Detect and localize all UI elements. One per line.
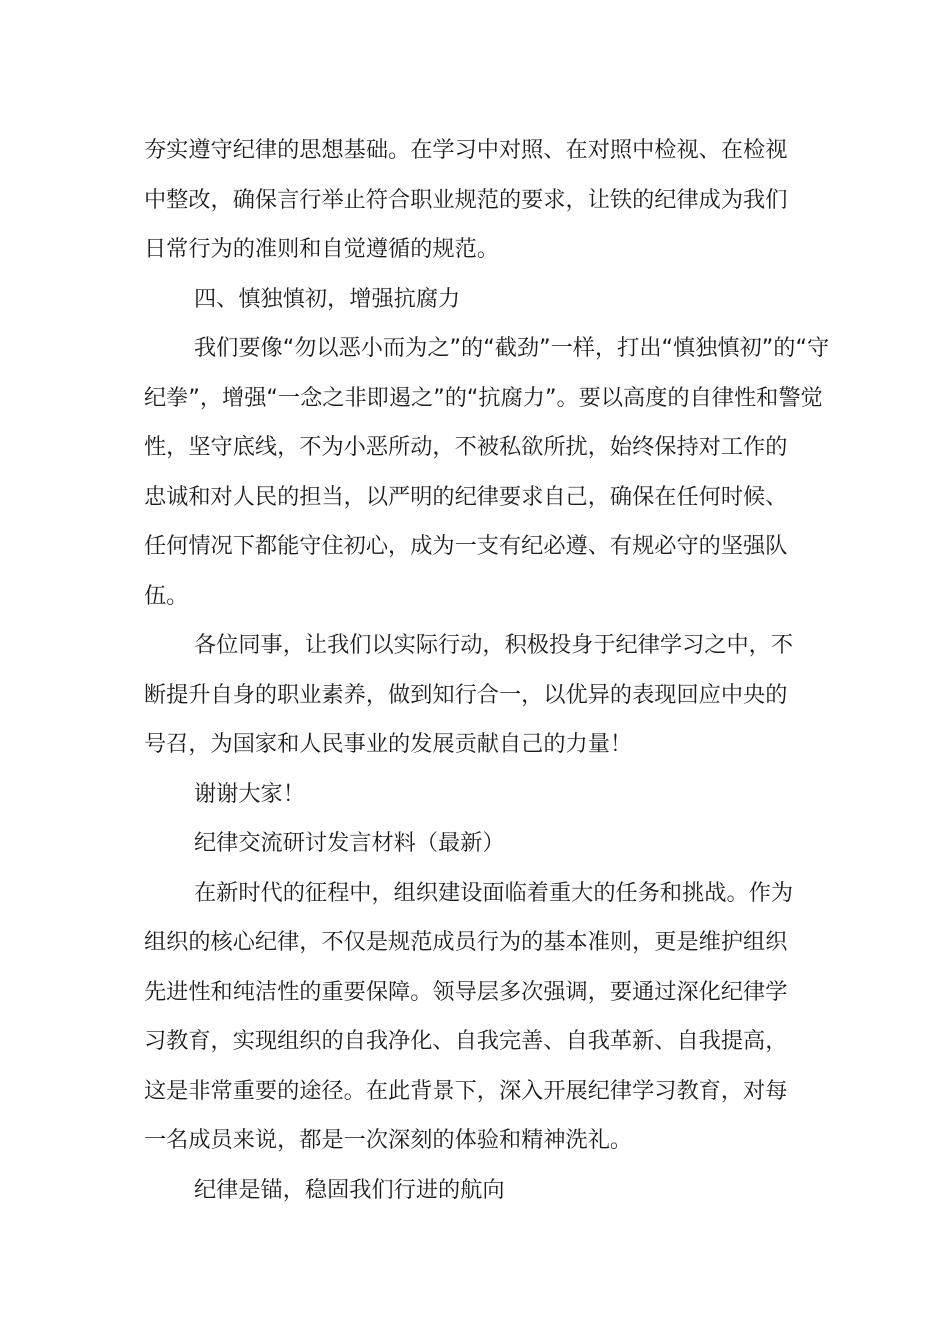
paragraph-3 — [144, 621, 808, 770]
title-text: 纪律交流研讨发言材料（最新） — [194, 830, 505, 856]
closing-thanks — [144, 770, 808, 820]
text-line: 谢谢大家！ — [194, 780, 305, 807]
paragraph-4 — [144, 869, 808, 1166]
section-heading-anchor — [144, 1166, 808, 1216]
text-line: 中整改，确保言行举止符合职业规范的要求，让铁的纪律成为我们 — [144, 186, 788, 213]
text-line: 一名成员来说，都是一次深刻的体验和精神洗礼。 — [144, 1127, 633, 1153]
heading-text: 四、慎独慎初，增强抗腐力 — [194, 285, 461, 312]
text-line: 性，坚守底线，不为小恶所动，不被私欲所扰，始终保持对工作的 — [144, 434, 788, 460]
text-line: 我们要像“勿以恶小而为之”的“截劲”一样，打出“慎独慎初”的“守 — [194, 335, 830, 361]
text-line: 各位同事，让我们以实际行动，积极投身于纪律学习之中，不 — [194, 632, 794, 658]
text-line: 任何情况下都能守住初心，成为一支有纪必遵、有规必守的坚强队 — [144, 533, 788, 559]
text-line: 号召，为国家和人民事业的发展贡献自己的力量！ — [144, 731, 633, 757]
section-heading-4 — [144, 275, 808, 325]
paragraph-2 — [144, 324, 830, 621]
text-line: 忠诚和对人民的担当，以严明的纪律要求自己，确保在任何时候、 — [144, 483, 788, 510]
document-body — [144, 126, 830, 1215]
text-line: 这是非常重要的途径。在此背景下，深入开展纪律学习教育，对每 — [144, 1077, 788, 1104]
text-line: 纪拳”，增强“一念之非即遏之”的“抗腐力”。要以高度的自律性和警觉 — [144, 384, 823, 411]
text-line: 在新时代的征程中，组织建设面临着重大的任务和挑战。作为 — [194, 879, 794, 906]
paragraph-1 — [144, 126, 808, 275]
text-line: 习教育，实现组织的自我净化、自我完善、自我革新、自我提高， — [144, 1028, 788, 1054]
text-line: 断提升自身的职业素养，做到知行合一，以优异的表现回应中央的 — [144, 681, 788, 708]
text-line: 先进性和纯洁性的重要保障。领导层多次强调，要通过深化纪律学 — [144, 978, 788, 1005]
document-title — [144, 819, 808, 869]
text-line: 组织的核心纪律，不仅是规范成员行为的基本准则，更是维护组织 — [144, 929, 788, 955]
text-line: 日常行为的准则和自觉遵循的规范。 — [144, 236, 499, 262]
text-line: 伍。 — [144, 582, 189, 609]
text-line: 夯实遵守纪律的思想基础。在学习中对照、在对照中检视、在检视 — [144, 137, 788, 163]
heading-text: 纪律是锚，稳固我们行进的航向 — [194, 1176, 505, 1203]
